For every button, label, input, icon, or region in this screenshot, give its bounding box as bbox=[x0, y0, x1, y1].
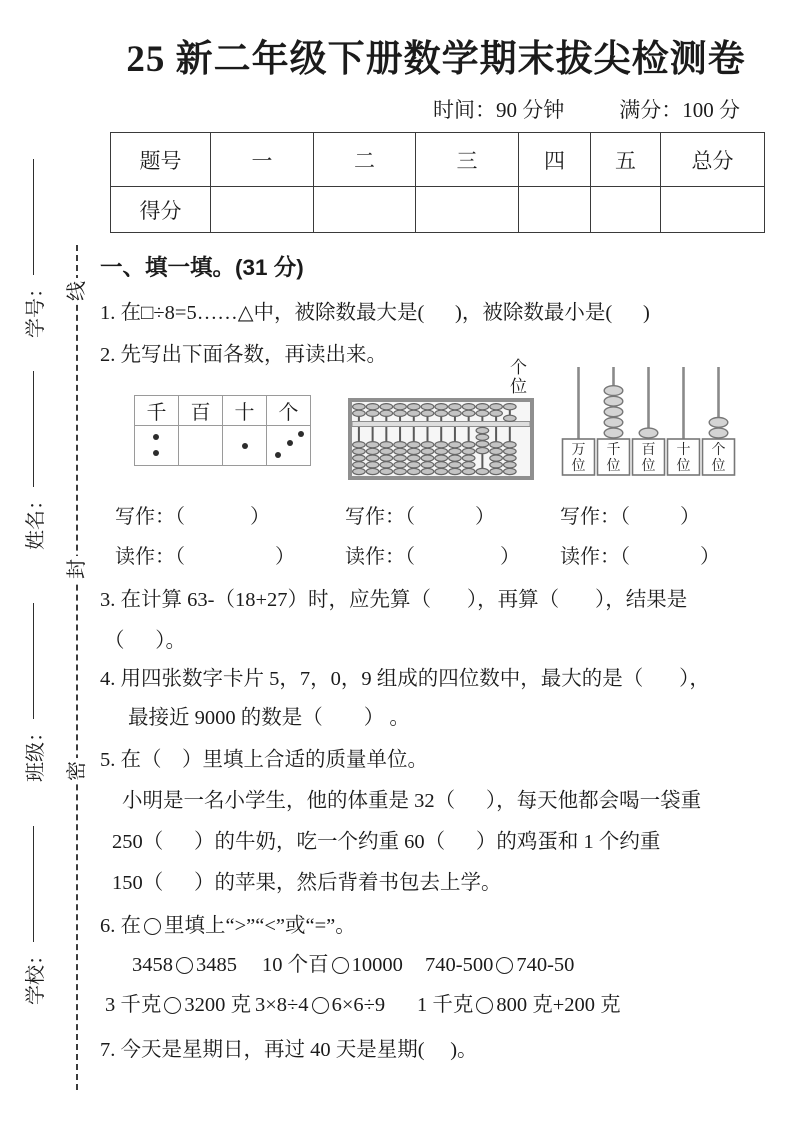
comparison-item: 3×8÷4 6×6÷9 bbox=[255, 994, 386, 1016]
svg-text:万: 万 bbox=[571, 443, 586, 458]
question-6-row-1 bbox=[100, 950, 772, 980]
comparison-circle-icon bbox=[164, 997, 181, 1014]
place-value-table bbox=[134, 395, 311, 466]
pv-header-thousands: 千 bbox=[135, 396, 179, 426]
read-as-1: 读作：（ ） bbox=[115, 546, 295, 568]
score-cell-5 bbox=[591, 187, 661, 233]
read-as-3: 读作：（ ） bbox=[560, 546, 720, 568]
svg-text:百: 百 bbox=[641, 443, 656, 458]
comparison-item: 740-500 740-50 bbox=[425, 954, 575, 976]
pv-dot bbox=[242, 443, 248, 449]
score-cell-total bbox=[661, 187, 765, 233]
class-field bbox=[21, 582, 45, 782]
student-number-field bbox=[21, 138, 45, 338]
write-as-1: 写作：（ ） bbox=[115, 506, 270, 528]
score-table bbox=[110, 132, 765, 233]
question-1: 1. 在□÷8=5……△中，被除数最大是( )，被除数最小是( ) bbox=[100, 302, 650, 324]
comparison-circle-icon bbox=[176, 957, 193, 974]
pv-dots-tens bbox=[223, 426, 267, 466]
exam-body bbox=[100, 0, 772, 1065]
question-6-row-2 bbox=[100, 990, 772, 1020]
score-table-col-total: 总分 bbox=[661, 133, 765, 187]
question-4-line-2: 最接近 9000 的数是（ ） 。 bbox=[128, 707, 410, 729]
question-5-line-1: 5. 在（ ）里填上合适的质量单位。 bbox=[100, 749, 428, 771]
pv-dot bbox=[287, 440, 293, 446]
score-table-col-3: 三 bbox=[416, 133, 519, 187]
read-as-row bbox=[100, 540, 772, 569]
name-blank-line bbox=[33, 371, 34, 487]
comparison-item: 1 千克 800 克+200 克 bbox=[417, 994, 621, 1016]
score-table-col-4: 四 bbox=[519, 133, 591, 187]
question-5-line-3: 250（ ）的牛奶，吃一个约重 60（ ）的鸡蛋和 1 个约重 bbox=[112, 831, 661, 853]
comparison-circle-icon bbox=[312, 997, 329, 1014]
pv-header-hundreds: 百 bbox=[179, 396, 223, 426]
score-cell-4 bbox=[519, 187, 591, 233]
pv-dots-ones bbox=[267, 426, 311, 466]
svg-text:位: 位 bbox=[606, 459, 621, 474]
pv-header-ones: 个 bbox=[267, 396, 311, 426]
score-cell-1 bbox=[211, 187, 314, 233]
question-2: 2. 先写出下面各数，再读出来。 bbox=[100, 344, 387, 366]
read-as-2: 读作：（ ） bbox=[345, 546, 520, 568]
pv-dot bbox=[298, 431, 304, 437]
comparison-circle-icon bbox=[332, 957, 349, 974]
comparison-item: 3 千克 3200 克 bbox=[105, 994, 251, 1016]
school-field bbox=[21, 805, 45, 1005]
svg-text:个: 个 bbox=[711, 443, 726, 458]
section-1-heading: 一、填一填。(31 分) bbox=[100, 255, 304, 280]
pv-dot bbox=[153, 434, 159, 440]
student-number-label: 学号： bbox=[24, 278, 47, 338]
comparison-circle-icon bbox=[496, 957, 513, 974]
comparison-circle-icon bbox=[476, 997, 493, 1014]
pv-dot bbox=[153, 450, 159, 456]
name-label: 姓名： bbox=[24, 490, 47, 550]
time-label: 时间：90 分钟 bbox=[433, 98, 565, 122]
score-table-col-2: 二 bbox=[314, 133, 416, 187]
pv-header-tens: 十 bbox=[223, 396, 267, 426]
svg-text:位: 位 bbox=[641, 459, 656, 474]
question-4-line-1: 4. 用四张数字卡片 5，7，0，9 组成的四位数中，最大的是（ ）， bbox=[100, 668, 710, 690]
question-5-line-2: 小明是一名小学生，他的体重是 32（ ），每天他都会喝一袋重 bbox=[122, 790, 702, 812]
svg-text:千: 千 bbox=[606, 443, 621, 458]
score-row-label: 得分 bbox=[111, 187, 211, 233]
question-6-suffix: 里填上“>”“<”或“=”。 bbox=[164, 915, 356, 937]
counting-frame-drawing bbox=[561, 363, 736, 478]
svg-text:位: 位 bbox=[571, 459, 586, 474]
score-table-col-5: 五 bbox=[591, 133, 661, 187]
comparison-item: 3458 3485 bbox=[132, 954, 237, 976]
svg-text:位: 位 bbox=[676, 459, 691, 474]
question-7: 7. 今天是星期日，再过 40 天是星期( )。 bbox=[100, 1039, 478, 1061]
svg-text:十: 十 bbox=[676, 443, 691, 458]
seal-dashed-line bbox=[76, 245, 78, 1090]
abacus-drawing bbox=[348, 398, 534, 480]
counting-frame-figure bbox=[561, 363, 736, 478]
write-as-row bbox=[100, 500, 772, 529]
question-6-title bbox=[100, 911, 772, 941]
seal-char-secret: 密 bbox=[64, 758, 90, 784]
question-2-figures bbox=[100, 358, 772, 480]
score-table-col-1: 一 bbox=[211, 133, 314, 187]
question-3-line-1: 3. 在计算 63-（18+27）时，应先算（ ），再算（ ），结果是 bbox=[100, 589, 688, 611]
score-table-corner: 题号 bbox=[111, 133, 211, 187]
pv-dots-thousands bbox=[135, 426, 179, 466]
pv-dot bbox=[275, 452, 281, 458]
page-title: 25 新二年级下册数学期末拔尖检测卷 bbox=[126, 39, 746, 80]
school-blank-line bbox=[33, 826, 34, 942]
comparison-item: 10 个百 10000 bbox=[262, 954, 403, 976]
exam-info-row bbox=[100, 94, 772, 124]
score-cell-3 bbox=[416, 187, 519, 233]
score-cell-2 bbox=[314, 187, 416, 233]
pv-dots-hundreds bbox=[179, 426, 223, 466]
svg-text:位: 位 bbox=[711, 459, 726, 474]
name-field bbox=[21, 350, 45, 550]
school-label: 学校： bbox=[24, 945, 47, 1005]
write-as-3: 写作：（ ） bbox=[560, 506, 700, 528]
class-blank-line bbox=[33, 603, 34, 719]
comparison-circle-icon bbox=[144, 918, 161, 935]
abacus-figure bbox=[348, 358, 534, 480]
seal-char-line: 线 bbox=[64, 278, 90, 304]
question-5-line-4: 150（ ）的苹果，然后背着书包去上学。 bbox=[112, 872, 502, 894]
question-6-prefix: 6. 在 bbox=[100, 915, 141, 937]
write-as-2: 写作：（ ） bbox=[345, 506, 495, 528]
class-label: 班级： bbox=[24, 722, 47, 782]
seal-char-seal: 封 bbox=[64, 556, 90, 582]
question-3-line-2: （ ）。 bbox=[104, 630, 186, 652]
student-number-blank-line bbox=[33, 159, 34, 275]
full-score-label: 满分：100 分 bbox=[619, 98, 740, 122]
abacus-ones-place-label: 个位 bbox=[507, 358, 526, 396]
